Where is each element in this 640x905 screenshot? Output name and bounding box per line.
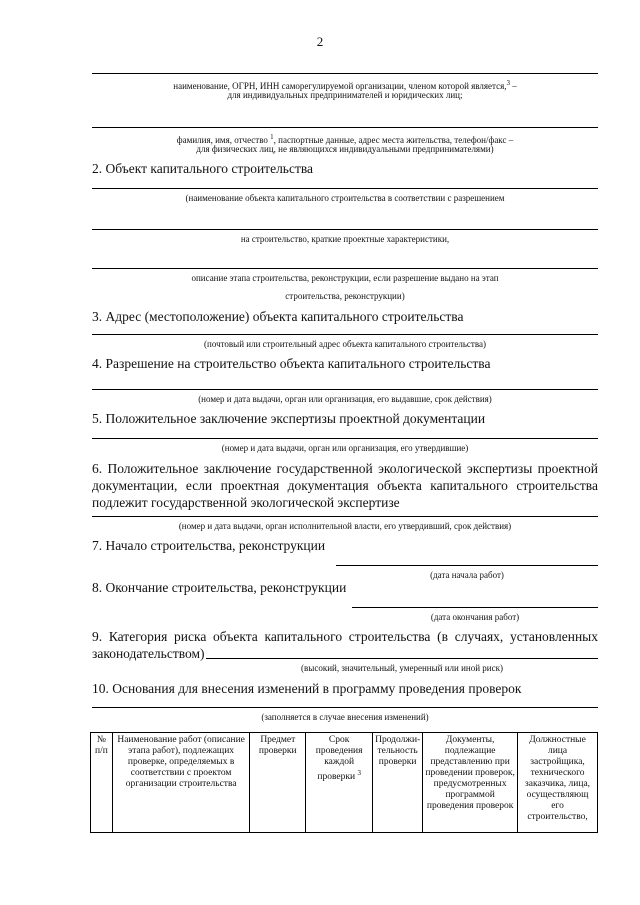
table-header-row — [91, 733, 598, 833]
footnote-marker: 1 — [270, 133, 274, 141]
section-8-heading: 8. Окончание строительства, реконструкции — [92, 580, 347, 595]
note-org-text: наименование, ОГРН, ИНН саморегулируемой организации, членом которой является, — [173, 81, 507, 91]
col-header-duration: Продолжи-тельность проверки — [373, 733, 423, 833]
fill-line — [92, 334, 598, 335]
note-eco: (номер и дата выдачи, орган исполнительной власти, его утвердивший, срок действия) — [178, 521, 512, 531]
note-org-dash: – — [509, 81, 517, 91]
fill-line — [92, 188, 598, 189]
note-changes: (заполняется в случае внесения изменений) — [261, 712, 429, 722]
section-10-heading: 10. Основания для внесения изменений в программу проведения проверок — [92, 681, 522, 696]
fill-line — [92, 73, 598, 74]
fill-line — [92, 438, 598, 439]
fill-line — [336, 565, 598, 566]
col-header-works: Наименование работ (описание этапа работ), подлежащих проверке, определяемых в соответствии с проектом организации строительства — [112, 733, 249, 833]
section-3-heading: 3. Адрес (местоположение) объекта капитального строительства — [92, 309, 464, 324]
note-end: (дата окончания работ) — [430, 612, 520, 622]
section-2-heading: 2. Объект капитального строительства — [92, 161, 314, 176]
note-address: (почтовый или строительный адрес объекта капитального строительства) — [204, 339, 486, 349]
note-expertise: (номер и дата выдачи, орган или организация, его утвердившие) — [221, 443, 469, 453]
section-9-heading: 9. Категория риска объекта капитального строительства (в случаях, установленных законодательством) — [92, 629, 598, 661]
fill-line — [92, 268, 598, 269]
col-header-number: № п/п — [91, 733, 113, 833]
col-header-subject: Предмет проверки — [250, 733, 306, 833]
col-header-officials: Должностные лица застройщика, технического заказчика, лица, осуществляющ его строительство, — [518, 733, 598, 833]
note-start: (дата начала работ) — [430, 570, 504, 580]
footnote-marker: 3 — [357, 769, 361, 777]
fill-line — [92, 389, 598, 390]
fill-line — [206, 658, 598, 659]
note-person-2: для физических лиц, не являющихся индивидуальными предпринимателями) — [196, 144, 494, 154]
col-header-term-text: Срок проведения каждой проверки — [315, 735, 363, 783]
note-permit: (номер и дата выдачи, орган или организация, его выдавшие, срок действия) — [198, 394, 492, 404]
note-person-a: фамилия, имя, отчество — [176, 135, 268, 145]
note-object-2: на строительство, краткие проектные характеристики, — [240, 234, 450, 244]
note-object-1: (наименование объекта капитального строительства в соответствии с разрешением — [185, 193, 505, 203]
fill-line — [352, 607, 598, 608]
note-object-3: описание этапа строительства, реконструкции, если разрешение выдано на этап — [191, 273, 499, 283]
fill-line — [92, 127, 598, 128]
inspection-table — [90, 732, 598, 833]
note-org-2: для индивидуальных предпринимателей и юридических лиц; — [227, 90, 463, 100]
note-risk: (высокий, значительный, умеренный или иной риск) — [301, 663, 503, 673]
section-7-heading: 7. Начало строительства, реконструкции — [92, 538, 326, 553]
fill-line — [92, 516, 598, 517]
footnote-marker: 3 — [506, 79, 510, 87]
section-5-heading: 5. Положительное заключение экспертизы проектной документации — [92, 411, 486, 426]
note-person-b: , паспортные данные, адрес места жительства, телефон/факс – — [273, 135, 514, 145]
section-4-heading: 4. Разрешение на строительство объекта капитального строительства — [92, 356, 491, 371]
fill-line — [92, 229, 598, 230]
note-object-4: строительства, реконструкции) — [285, 291, 405, 301]
col-header-documents: Документы, подлежащие представлению при проведении проверок, предусмотренных программой проведения проверок — [423, 733, 518, 833]
fill-line — [92, 707, 598, 708]
col-header-term — [306, 733, 373, 833]
section-6-heading: 6. Положительное заключение государственной экологической экспертизы проектной документации, если проектная документация объекта капитального строительства подлежит государственной экологической экспертизе — [92, 461, 598, 510]
page-number: 2 — [316, 34, 324, 49]
